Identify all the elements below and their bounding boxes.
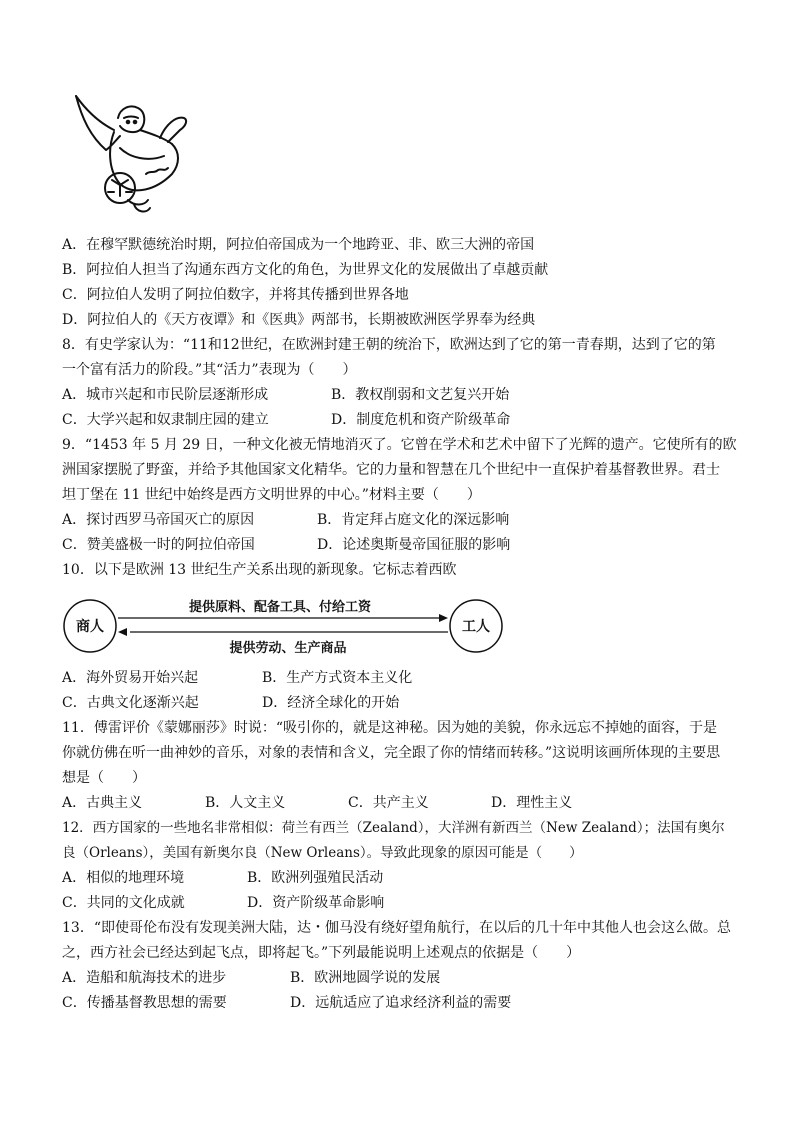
q11-option-b: B．人文主义 [205,795,286,811]
q8-option-a: A．城市兴起和市民阶层逐渐形成 [62,387,269,403]
q9-option-b: B．肯定拜占庭文化的深远影响 [317,512,510,528]
q12-option-c: C．共同的文化成就 [62,895,185,911]
q11-option-a: A．古典主义 [62,795,143,811]
q12-option-a: A．相似的地理环境 [62,870,185,886]
q12-option-d: D．资产阶级革命影响 [247,895,385,911]
worker-label: 工人 [462,619,490,635]
q12-stem-line2: 良（Orleans），美国有新奥尔良（New Orleans）。导致此现象的原因可能是（ ） [62,845,583,861]
q9-stem-line3: 坦丁堡在 11 世纪中始终是西方文明世界的中心。”材料主要（ ） [62,487,481,503]
q9-option-a: A．探讨西罗马帝国灭亡的原因 [62,512,255,528]
q9-stem-line1: 9．“1453 年 5 月 29 日，一种文化被无情地消灭了。它曾在学术和艺术中留下了光辉的遗产。它使所有的欧 [62,437,737,453]
q11-option-c: C．共产主义 [348,795,429,811]
q8-stem-line2: 一个富有活力的阶段。”其“活力”表现为（ ） [62,362,357,378]
q13-option-a: A．造船和航海技术的进步 [62,970,227,986]
q7-option-a: A．在穆罕默德统治时期，阿拉伯帝国成为一个地跨亚、非、欧三大洲的帝国 [62,237,535,253]
q9-option-c: C．赞美盛极一时的阿拉伯帝国 [62,537,255,553]
q13-stem-line2: 之，西方社会已经达到起飞点，即将起飞。”下列最能说明上述观点的依据是（ ） [62,945,581,961]
q10-option-c: C．古典文化逐渐兴起 [62,695,199,711]
q10-option-a: A．海外贸易开始兴起 [62,670,199,686]
q10-stem: 10．以下是欧洲 13 世纪生产关系出现的新现象。它标志着西欧 [62,562,457,578]
q7-option-d: D．阿拉伯人的《天方夜谭》和《医典》两部书，长期被欧洲医学界奉为经典 [62,312,536,328]
top-arrow-label: 提供原料、配备工具、付给工资 [188,600,372,615]
mascot-illustration [68,88,198,223]
bottom-arrowhead [118,628,127,636]
q7-option-c: C．阿拉伯人发明了阿拉伯数字，并将其传播到世界各地 [62,287,409,303]
top-arrowhead [439,614,448,622]
q11-option-d: D．理性主义 [491,795,573,811]
q12-option-b: B．欧洲列强殖民活动 [247,870,384,886]
q8-option-d: D．制度危机和资产阶级革命 [331,412,511,428]
production-relation-diagram [62,592,512,660]
q7-option-b: B．阿拉伯人担当了沟通东西方文化的角色，为世界文化的发展做出了卓越贡献 [62,262,549,278]
q13-stem-line1: 13．“即使哥伦布没有发现美洲大陆，达・伽马没有绕好望角航行，在以后的几十年中其他人也会这么做。总 [62,920,731,936]
q10-option-d: D．经济全球化的开始 [262,695,400,711]
bottom-arrow-label: 提供劳动、生产商品 [229,641,347,656]
merchant-label: 商人 [76,619,104,635]
q9-stem-line2: 洲国家摆脱了野蛮，并给予其他国家文化精华。它的力量和智慧在几个世纪中一直保护着基督教世界。君士 [62,462,720,478]
q13-option-b: B．欧洲地圆学说的发展 [290,970,441,986]
q8-option-c: C．大学兴起和奴隶制庄园的建立 [62,412,269,428]
q13-option-c: C．传播基督教思想的需要 [62,995,227,1011]
q11-stem-line3: 想是（ ） [62,770,146,786]
q13-option-d: D．远航适应了追求经济利益的需要 [290,995,512,1011]
q9-option-d: D．论述奥斯曼帝国征服的影响 [317,537,511,553]
q11-stem-line2: 你就仿佛在听一曲神妙的音乐，对象的表情和含义，完全跟了你的情绪而转移。”这说明该画所体现的主要思 [62,745,721,761]
q8-option-b: B．教权削弱和文艺复兴开始 [331,387,510,403]
q11-stem-line1: 11．傅雷评价《蒙娜丽莎》时说：“吸引你的，就是这神秘。因为她的美貌，你永远忘不掉她的面容，于是 [62,720,717,736]
q12-stem-line1: 12．西方国家的一些地名非常相似：荷兰有西兰（Zealand），大洋洲有新西兰（New Zealand）；法国有奥尔 [62,820,725,836]
q10-option-b: B．生产方式资本主义化 [262,670,413,686]
q8-stem-line1: 8．有史学家认为：“11和12世纪，在欧洲封建王朝的统治下，欧洲达到了它的第一青春期，达到了它的第 [62,337,716,353]
